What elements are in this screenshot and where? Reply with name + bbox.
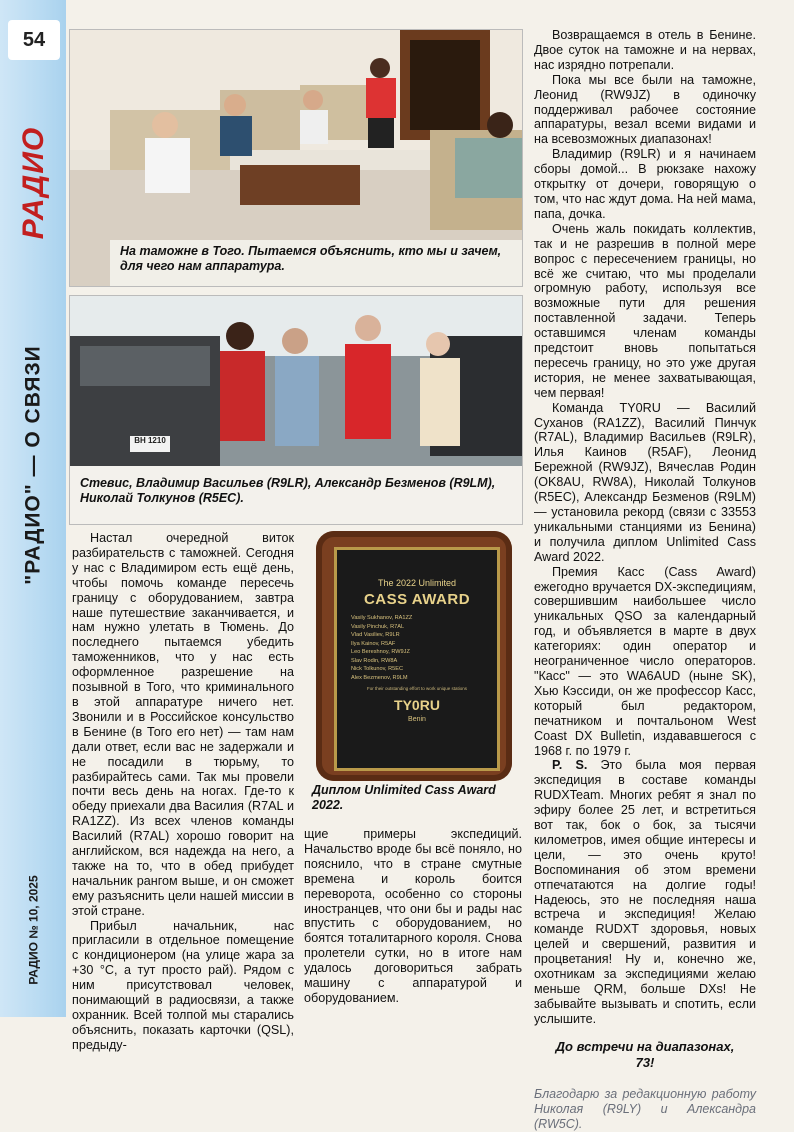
award-line2: CASS AWARD bbox=[363, 591, 471, 608]
award-country: Benin bbox=[408, 716, 426, 723]
ps-text: Это была моя первая экспедиция в составе команды RUDXTeam. Многих ребят я знал по эфиру более 25 лет, и встретиться вот так, бок о бок, за тысячи километров, имея общие интересы и цели, — это очень круто! Воспоминания об этом времени отпечатаются на долгие годы! Надеюсь, это не последняя наша встреча и экспедиция! Желаю команде RUDXT здоровья, новых целей и свершений, развития и процветания! Ну и, конечно же, охотникам за экспедициями желаю меньше QRM, больше DXs! Не забывайте вызывать и спотить, если услышите. bbox=[534, 758, 756, 1026]
award-name: Vlad Vasiliev, R9LR bbox=[351, 632, 400, 638]
award-callsign: TY0RU bbox=[394, 697, 440, 713]
ps-label: P. S. bbox=[552, 758, 588, 773]
award-name: Slav Rodin, RW8A bbox=[351, 657, 398, 664]
ps-paragraph bbox=[534, 758, 756, 1026]
award-note: For their outstanding effort to work unique stations bbox=[367, 686, 467, 691]
article-paragraph: Очень жаль покидать коллектив, так и не разрешив в полной мере вопрос с пересечением границы, но всё же считаю, что мы проделали огромную работу, используя все возможные пути для решения поставленной задачи. Теперь оставшимся членам команды предстоит вновь попытаться пересечь границу, но это уже другая история, не менее захватывающая, чем первая! bbox=[534, 221, 756, 400]
article-middle-column bbox=[304, 827, 522, 1006]
car-plate: BH 1210 bbox=[134, 436, 166, 445]
award-name: Vasily Pinchuk, R7AL bbox=[351, 623, 405, 630]
award-plate bbox=[334, 547, 500, 771]
award-name: Leo Bereshnoy, RW9JZ bbox=[351, 649, 410, 655]
article-paragraph: Настал очередной виток разбирательств с таможней. Сегодня у нас с Владимиром есть ещё день, чтобы помочь команде пересечь границу с оборудованием, завтра наше путешествие заканчивается, и нам нужно улетать в Тюмень. До последнего пытаемся убедить таможенников, что у нас есть оформленное разрешение на позывной в Того, что криминального в этой аппаратуре ничего нет. Звонили и в Российское консульство в Бенине (в Того его нет) — там нам дали ответ, если вас не задержали и не посадили в тюрьму, то разбирайтесь сами. Так мы провели почти весь день на ногах. Где-то к обеду приехали два Василия (R7AL и RA1ZZ). Из всех членов команды Василий (R7AL) хорошо говорит на английском, вся надежда на него, а также на то, что в обед прибудет начальник рангом выше, и он сможет ему разъяснить цели нашей миссии в этой стране. bbox=[72, 531, 294, 918]
award-name: Alex Bezmenov, R9LM bbox=[351, 674, 408, 681]
customs-photo bbox=[70, 30, 522, 286]
page-number: 54 bbox=[8, 20, 60, 60]
article-right-column bbox=[534, 28, 756, 1132]
article-paragraph: Владимир (R9LR) и я начинаем сборы домой... В рюкзаке нахожу открытку от дочери, говорящую о том, что нас ждут дома. На ней мама, папа, дочка. bbox=[534, 147, 756, 221]
section-title bbox=[12, 300, 56, 630]
award-name: Ilya Kainov, R5AF bbox=[351, 640, 396, 647]
award-name: Nick Tolkunov, R5EC bbox=[351, 666, 404, 672]
closing-line-1: До встречи на диапазонах, bbox=[555, 1038, 735, 1054]
award-plaque bbox=[316, 531, 512, 781]
closing-line-2: 73! bbox=[635, 1054, 655, 1070]
team-photo-caption: Стевис, Владимир Васильев (R9LR), Александр Безменов (R9LM), Николай Толкунов (R5EC). bbox=[80, 476, 496, 505]
team-photo bbox=[70, 296, 522, 524]
customs-photo-caption: На таможне в Того. Пытаемся объяснить, кто мы и зачем, для чего нам аппаратура. bbox=[120, 244, 502, 273]
article-paragraph: щие примеры экспедиций. Начальство вроде бы всё поняло, но пояснило, что в стране смутные времена и король боится переворота, особенно со стороны иностранцев, что они бы и рады нас впустить с оборудованием, но боятся тоталитарного короля. Снова пролетели сутки, но в итоге нам удалось договориться забрать машину с аппаратурой и оборудованием. bbox=[304, 827, 522, 1005]
award-names bbox=[351, 614, 497, 682]
thanks-note: Благодарю за редакционную работу Николая (R9LY) и Александра (RW5C). bbox=[534, 1086, 756, 1131]
award-photo-caption: Диплом Unlimited Cass Award 2022. bbox=[312, 783, 496, 812]
article-paragraph: Прибыл начальник, нас пригласили в отдельное помещение с кондиционером (на улице жара за +30 °С, а тут просто рай). Рядом с ним присутствовал человек, понимающий в радиосвязи, а также охранник. Всей толпой мы старались объяснить, показать карточки (QSL), предыду- bbox=[72, 918, 294, 1052]
article-paragraph: Возвращаемся в отель в Бенине. Двое суток на таможне и на нервах, нас изрядно потрепали. bbox=[534, 28, 756, 72]
closing-line bbox=[534, 1039, 756, 1071]
award-name: Vasily Sukhanov, RA1ZZ bbox=[351, 615, 413, 621]
article-left-column bbox=[72, 531, 294, 1053]
issue-label bbox=[12, 850, 56, 1010]
article-paragraph: Премия Касс (Cass Award) ежегодно вручается DX-экспедициям, совершившим наибольшее число уникальных QSO за календарный год, и объявляется в марте в двух категориях: один оператор и неограниченное число операторов. "Касс" — это WA6AUD (ныне SK), Хью Кэссиди, он же профессор Касс, который был редактором, печатником и почтальоном West Coast DX Bulletin, издававшегося с 1968 г. по 1979 г. bbox=[534, 564, 756, 758]
issue-label-text: РАДИО № 10, 2025 bbox=[27, 875, 42, 985]
award-photo bbox=[304, 527, 522, 819]
magazine-logo-text: РАДИО bbox=[17, 126, 51, 239]
article-paragraph: Команда TY0RU — Василий Суханов (RA1ZZ), Василий Пинчук (R7AL), Владимир Васильев (R9LR), Илья Каинов (R5AF), Леонид Бережной (RW9JZ), Вячеслав Родин (OK8AU, RW8A), Николай Толкунов (R5EC), Александр Безменов (R9LM) — установила рекорд (связи с 33553 уникальными станциями из Бенина) и получила диплом Unlimited Cass Award 2022. bbox=[534, 400, 756, 564]
section-title-text: "РАДИО" — О СВЯЗИ bbox=[22, 345, 45, 585]
award-line1: The 2022 Unlimited bbox=[377, 578, 457, 588]
magazine-logo bbox=[12, 95, 56, 270]
article-paragraph: Пока мы все были на таможне, Леонид (RW9JZ) в одиночку поддерживал рабочее состояние аппаратуры, везал всеми видами и на всевозможных диапазонах! bbox=[534, 72, 756, 147]
